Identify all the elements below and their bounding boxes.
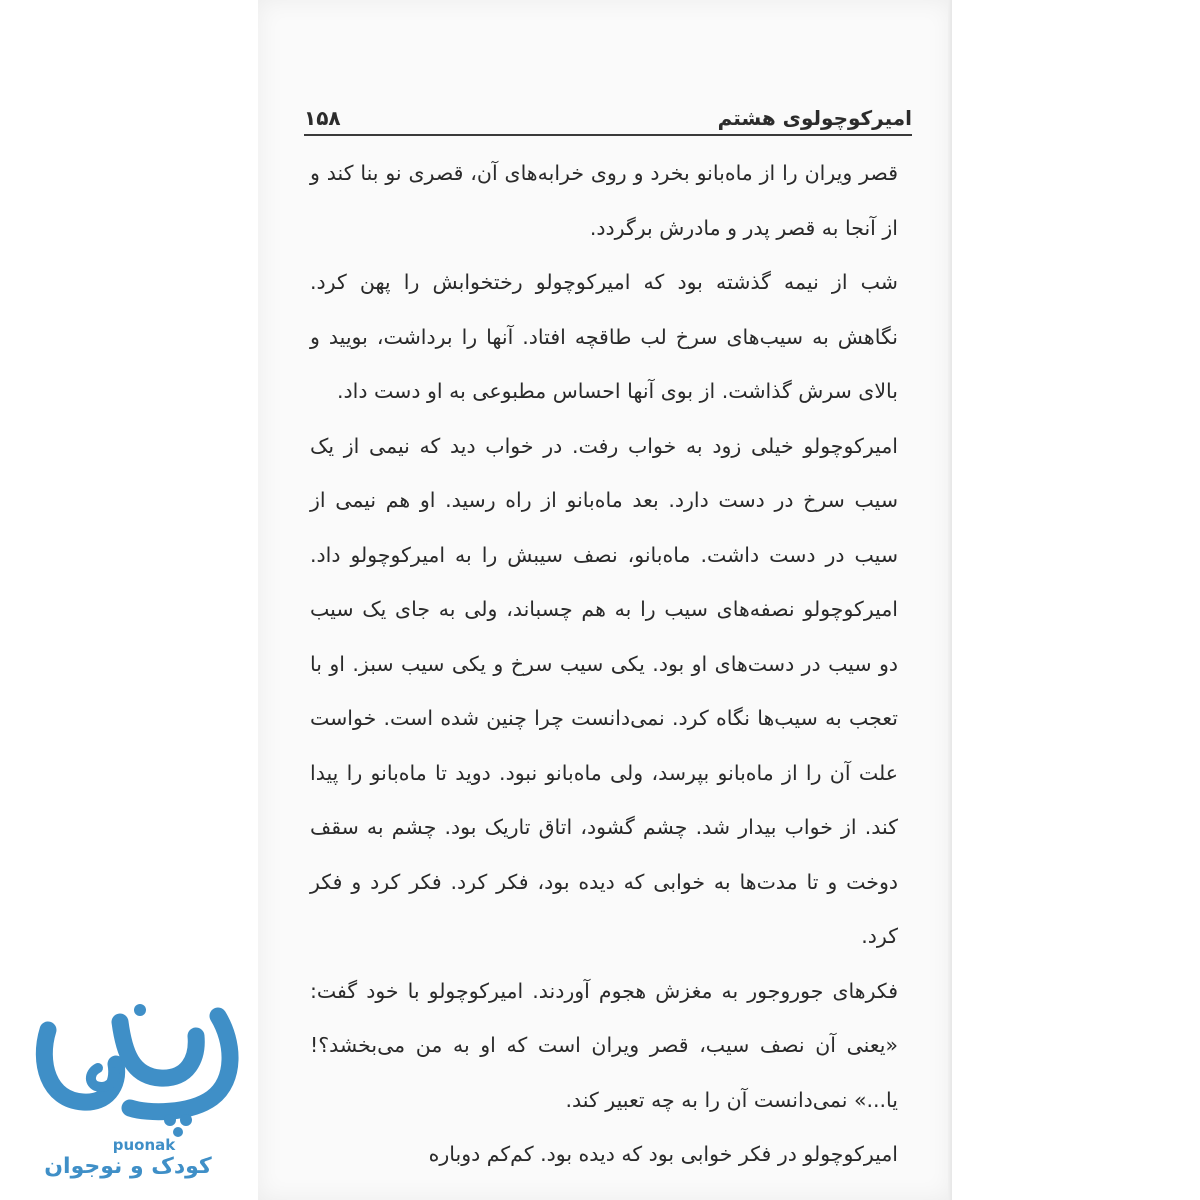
header-rule bbox=[304, 134, 912, 136]
page-edge bbox=[948, 0, 952, 1200]
running-title: امیرکوچولوی هشتم bbox=[717, 106, 912, 130]
body-text bbox=[310, 146, 898, 1182]
paragraph-3: امیرکوچولو خیلی زود به خواب رفت. در خواب دید که نیمی از یک سیب سرخ در دست دارد. بعد ماه‌بانو از راه رسید. او هم نیمی از سیب در دست داشت. ماه‌بانو، نصف سیبش را به امیرکوچولو داد. امیرکوچولو نصفه‌های سیب را به هم چسباند، ولی به جای یک سیب دو سیب در دست‌های او بود. یکی سیب سرخ و یکی سیب سبز. او با تعجب به سیب‌ها نگاه کرد. نمی‌دانست چرا چنین شده است. خواست علت آن را از ماه‌بانو بپرسد، ولی ماه‌بانو نبود. دوید تا ماه‌بانو را پیدا کند. از خواب بیدار شد. چشم گشود، اتاق تاریک بود. چشم به سقف دوخت و تا مدت‌ها به خوابی که دیده بود، فکر کرد. فکر کرد و فکر کرد. bbox=[310, 433, 898, 948]
page-number: ۱۵۸ bbox=[304, 106, 341, 130]
running-head bbox=[304, 96, 912, 130]
watermark-brand: puonak bbox=[112, 1136, 176, 1154]
paragraph-1: قصر ویران را از ماه‌بانو بخرد و روی خرابه‌های آن، قصری نو بنا کند و از آنجا به قصر پدر و مادرش برگردد. bbox=[310, 161, 898, 240]
paragraph-4: فکرهای جوروجور به مغزش هجوم آوردند. امیرکوچولو با خود گفت: «یعنی آن نصف سیب، قصر ویران است که او به من می‌بخشد؟! یا...» نمی‌دانست آن را به چه تعبیر کند. bbox=[310, 978, 898, 1112]
watermark-tagline: کودک و نوجوان bbox=[44, 1154, 212, 1179]
paragraph-2: شب از نیمه گذشته بود که امیرکوچولو رختخوابش را پهن کرد. نگاهش به سیب‌های سرخ لب طاقچه افتاد. آنها را برداشت، بویید و بالای سرش گذاشت. از بوی آنها احساس مطبوعی به او دست داد. bbox=[310, 270, 898, 403]
puonak-watermark bbox=[28, 1002, 254, 1192]
book-page bbox=[258, 0, 952, 1200]
puonak-logo-icon bbox=[28, 1002, 254, 1137]
paragraph-5: امیرکوچولو در فکر خوابی بود که دیده بود. کم‌کم دوباره bbox=[428, 1142, 898, 1166]
